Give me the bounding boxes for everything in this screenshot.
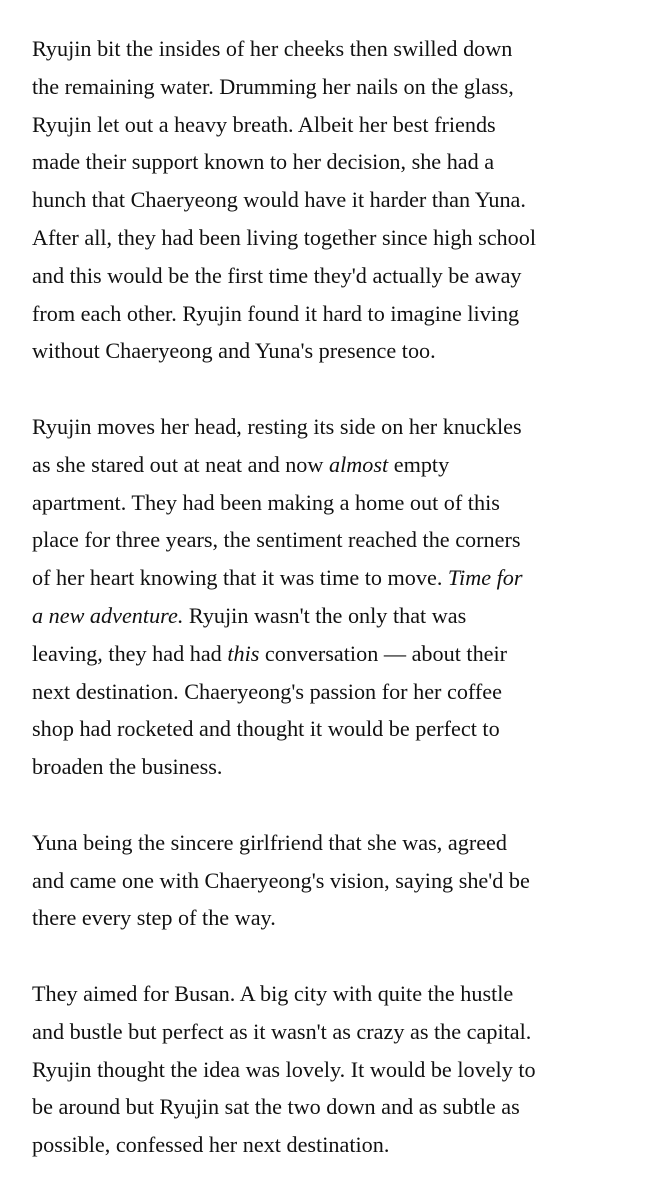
paragraph-gap: [32, 937, 632, 975]
text-run: the remaining water. Drumming her nails on the glass,: [32, 73, 514, 99]
text-line: [32, 597, 632, 635]
paragraph: [32, 975, 632, 1164]
text-run: place for three years, the sentiment reached the corners: [32, 527, 521, 553]
paragraph-gap: [32, 786, 632, 824]
text-line: [32, 1051, 632, 1089]
text-line: [32, 68, 632, 106]
text-line: [32, 143, 632, 181]
text-line: [32, 899, 632, 937]
text-run: made their support known to her decision, she had a: [32, 149, 495, 175]
text-run: be around but Ryujin sat the two down and as subtle as: [32, 1094, 520, 1120]
text-line: [32, 748, 632, 786]
text-line: [32, 219, 632, 257]
text-run: Ryujin let out a heavy breath. Albeit her best friends: [32, 111, 496, 137]
text-run: Ryujin wasn't the only that was: [183, 602, 467, 628]
text-line: [32, 1126, 632, 1164]
text-run: apartment. They had been making a home out of this: [32, 489, 500, 515]
text-line: [32, 1088, 632, 1126]
text-line: [32, 484, 632, 522]
text-run: next destination. Chaeryeong's passion for her coffee: [32, 678, 502, 704]
text-run: there every step of the way.: [32, 905, 276, 931]
text-run: broaden the business.: [32, 754, 223, 780]
text-run: leaving, they had had: [32, 640, 228, 666]
text-run: They aimed for Busan. A big city with quite the hustle: [32, 980, 514, 1006]
text-line: [32, 257, 632, 295]
text-run: from each other. Ryujin found it hard to imagine living: [32, 300, 520, 326]
text-run: and bustle but perfect as it wasn't as crazy as the capital.: [32, 1018, 532, 1044]
italic-text: this: [227, 640, 260, 666]
text-line: [32, 408, 632, 446]
text-run: without Chaeryeong and Yuna's presence too.: [32, 338, 436, 364]
text-run: Ryujin bit the insides of her cheeks then swilled down: [32, 36, 513, 61]
text-run: and this would be the first time they'd actually be away: [32, 262, 522, 288]
text-line: [32, 521, 632, 559]
text-line: [32, 710, 632, 748]
text-line: [32, 181, 632, 219]
paragraph: [32, 824, 632, 937]
italic-text: a new adventure.: [32, 602, 184, 628]
paragraph: [32, 30, 632, 370]
text-run: Yuna being the sincere girlfriend that she was, agreed: [32, 829, 508, 855]
text-run: empty: [388, 451, 450, 477]
text-run: conversation — about their: [259, 640, 508, 666]
text-line: [32, 559, 632, 597]
text-line: [32, 862, 632, 900]
text-run: Ryujin thought the idea was lovely. It would be lovely to: [32, 1056, 536, 1082]
text-line: [32, 332, 632, 370]
text-run: After all, they had been living together since high school: [32, 224, 537, 250]
text-line: [32, 446, 632, 484]
paragraph-gap: [32, 370, 632, 408]
paragraph: [32, 408, 632, 786]
text-line: [32, 30, 632, 68]
text-run: as she stared out at neat and now: [32, 451, 329, 477]
italic-text: Time for: [447, 565, 523, 591]
text-run: of her heart knowing that it was time to move.: [32, 565, 448, 591]
text-run: hunch that Chaeryeong would have it harder than Yuna.: [32, 187, 526, 213]
italic-text: almost: [328, 451, 389, 477]
text-line: [32, 673, 632, 711]
text-run: Ryujin moves her head, resting its side on her knuckles: [32, 413, 522, 439]
story-text: [32, 30, 632, 1164]
text-line: [32, 106, 632, 144]
text-line: [32, 824, 632, 862]
text-run: possible, confessed her next destination.: [32, 1132, 390, 1158]
text-line: [32, 975, 632, 1013]
text-line: [32, 1013, 632, 1051]
text-run: and came one with Chaeryeong's vision, saying she'd be: [32, 867, 530, 893]
text-line: [32, 295, 632, 333]
text-run: shop had rocketed and thought it would be perfect to: [32, 716, 500, 742]
text-line: [32, 635, 632, 673]
